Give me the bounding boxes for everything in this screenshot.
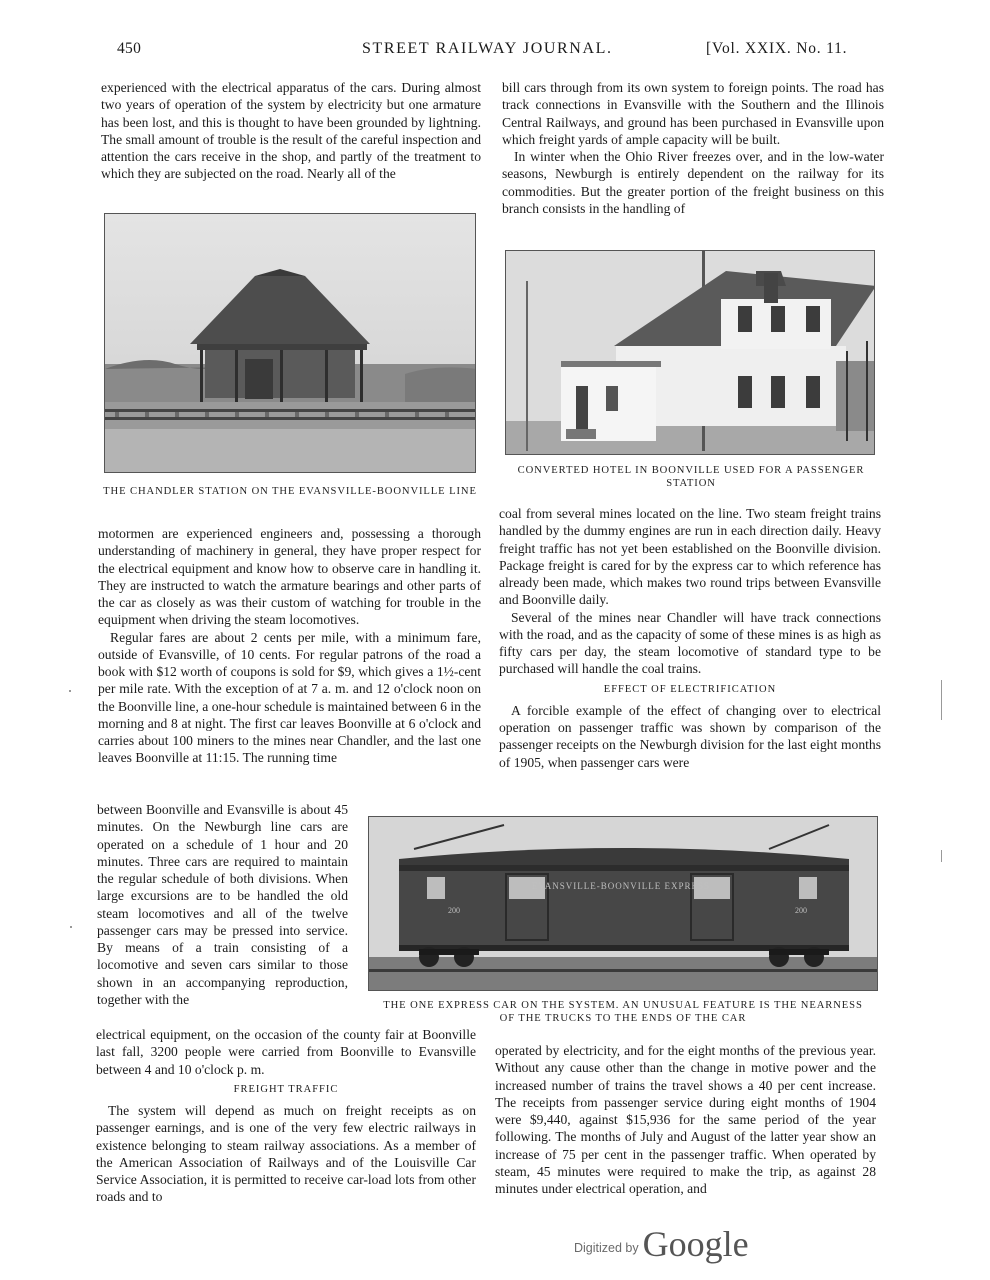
scan-speck — [941, 680, 942, 720]
paragraph: between Boonville and Evansville is about 45 minutes. On the Newburgh line cars are operated on a schedule of 1 hour and 20 minutes. Three cars are required to maintain the regular schedule of both divisions. When large excursions are to be handled the old steam locomotives and all of the twelve passenger cars may be pressed into service. By means of a train consisting of a locomotive and seven cars similar to those shown in an accompanying reproduction, together with the — [97, 802, 348, 1007]
express-car-illustration — [369, 817, 878, 991]
google-logo: Google — [642, 1224, 749, 1264]
car-lettering: EVANSVILLE-BOONVILLE EXPRESS — [531, 881, 711, 891]
paragraph: experienced with the electrical apparatus of the cars. During almost two years of operation of the system by electricity but one armature has been lost, and this is thought to have been grounded by lightning. The small amount of trouble is the result of the careful inspection and attention the cars receive in the shop, and partly of the treatment to which they are subjected on the road. Nearly all of the — [101, 80, 481, 182]
scan-speck — [941, 850, 942, 862]
caption-text: CONVERTED HOTEL IN BOONVILLE USED FOR A PASSENGER STATION — [517, 465, 865, 489]
digitized-by-google-watermark — [574, 1226, 749, 1262]
journal-title: STREET RAILWAY JOURNAL. — [362, 40, 613, 57]
figure-caption-express-car — [378, 1000, 868, 1025]
converted-hotel-photo — [505, 250, 875, 455]
watermark-prefix: Digitized by — [574, 1241, 639, 1255]
page-number: 450 — [117, 40, 142, 57]
left-column-narrow — [97, 801, 348, 1008]
car-number-right: 200 — [795, 906, 807, 915]
express-car-photo — [368, 816, 878, 991]
figure-caption-hotel — [506, 465, 876, 490]
scan-speck — [70, 926, 72, 928]
paragraph: coal from several mines located on the line. Two steam freight trains handled by the dummy engines are run in each direction daily. Heavy freight traffic has not yet been established on the Boonville division. Package freight is cared for by the express car to which reference has already been made, which makes two round trips between Evansville and Boonville daily. — [499, 506, 881, 608]
right-column-bottom — [495, 1042, 876, 1197]
scan-speck — [69, 690, 71, 692]
station-illustration — [105, 214, 476, 473]
paragraph: Regular fares are about 2 cents per mile, with a minimum fare, outside of Evansville, of 10 cents. For regular patrons of the road a book with $12 worth of coupons is sold for $9, which gives a 1½-cent per mile rate. With the exception of at 7 a. m. and 12 o'clock noon on the Boonville line, a one-hour schedule is maintained between 6 in the morning and 8 at night. The first car leaves Boonville at 6 o'clock and carries about 100 miners to the mines near Chandler, and the last one leaves Boonville at 11:15. The running time — [98, 629, 481, 766]
left-column-middle — [98, 525, 481, 767]
right-column-top — [502, 79, 884, 217]
left-column-bottom — [96, 1026, 476, 1206]
hotel-illustration — [506, 251, 875, 455]
volume-issue: [Vol. XXIX. No. 11. — [706, 40, 848, 57]
paragraph: operated by electricity, and for the eight months of the previous year. Without any cause other than the change in motive power and the increased number of trains the travel shows a 40 per cent increase. The receipts from passenger service during eight months of 1904 were $9,440, against $15,936 for the same period of the year following. The months of July and August of the latter year show an increase of 75 per cent in the passenger traffic. When operated by steam, 45 minutes were required to make the trip, as against 28 minutes under electrical operation, and — [495, 1043, 876, 1196]
section-heading-freight: FREIGHT TRAFFIC — [233, 1083, 339, 1095]
paragraph: The system will depend as much on freight receipts as on passenger earnings, and is one of the very few electric railways in existence belonging to steam railway associations. As a member of the American Association of Railways and of the Louisville Car Service Association, it is permitted to receive car-load lots from other roads and to — [96, 1103, 476, 1205]
chandler-station-photo — [104, 213, 476, 473]
caption-text: THE ONE EXPRESS CAR ON THE SYSTEM. AN UNUSUAL FEATURE IS THE NEARNESS OF THE TRUCKS TO THE ENDS OF THE CAR — [383, 1000, 863, 1024]
paragraph: Several of the mines near Chandler will have track connections with the road, and as the capacity of some of these mines is as high as fifty cars per day, the steam locomotive of standard type to be purchased will handle the coal trains. — [499, 609, 881, 677]
section-heading-electrification: EFFECT OF ELECTRIFICATION — [603, 683, 777, 695]
left-column-top — [101, 79, 481, 183]
paragraph: electrical equipment, on the occasion of the county fair at Boonville last fall, 3200 people were carried from Boonville to Evansville between 4 and 10 o'clock p. m. — [96, 1027, 476, 1077]
car-number-left: 200 — [448, 906, 460, 915]
paragraph: motormen are experienced engineers and, possessing a thorough understanding of machinery in general, they have proper respect for the electrical equipment and know how to observe care in handling it. They are instructed to watch the armature bearings and other parts of the car as closely as was their custom of watching for trouble in the equipment when driving the steam locomotives. — [98, 526, 481, 628]
right-column-middle — [499, 505, 881, 771]
caption-text: THE CHANDLER STATION ON THE EVANSVILLE-BOONVILLE LINE — [103, 486, 477, 497]
paragraph: A forcible example of the effect of changing over to electrical operation on passenger traffic was shown by comparison of the passenger receipts on the Newburgh division for the last eight months of 1905, when passenger cars were — [499, 702, 881, 770]
paragraph: bill cars through from its own system to foreign points. The road has track connections in Evansville with the Southern and the Illinois Central Railways, and ground has been purchased in Evansville upon which freight yards of ample capacity will be built. — [502, 80, 884, 147]
paragraph: In winter when the Ohio River freezes over, and in the low-water seasons, Newburgh is entirely dependent on the railway for its commodities. But the greater portion of the freight business on this branch consists in the handling of — [502, 149, 884, 216]
figure-caption-chandler — [100, 486, 480, 499]
